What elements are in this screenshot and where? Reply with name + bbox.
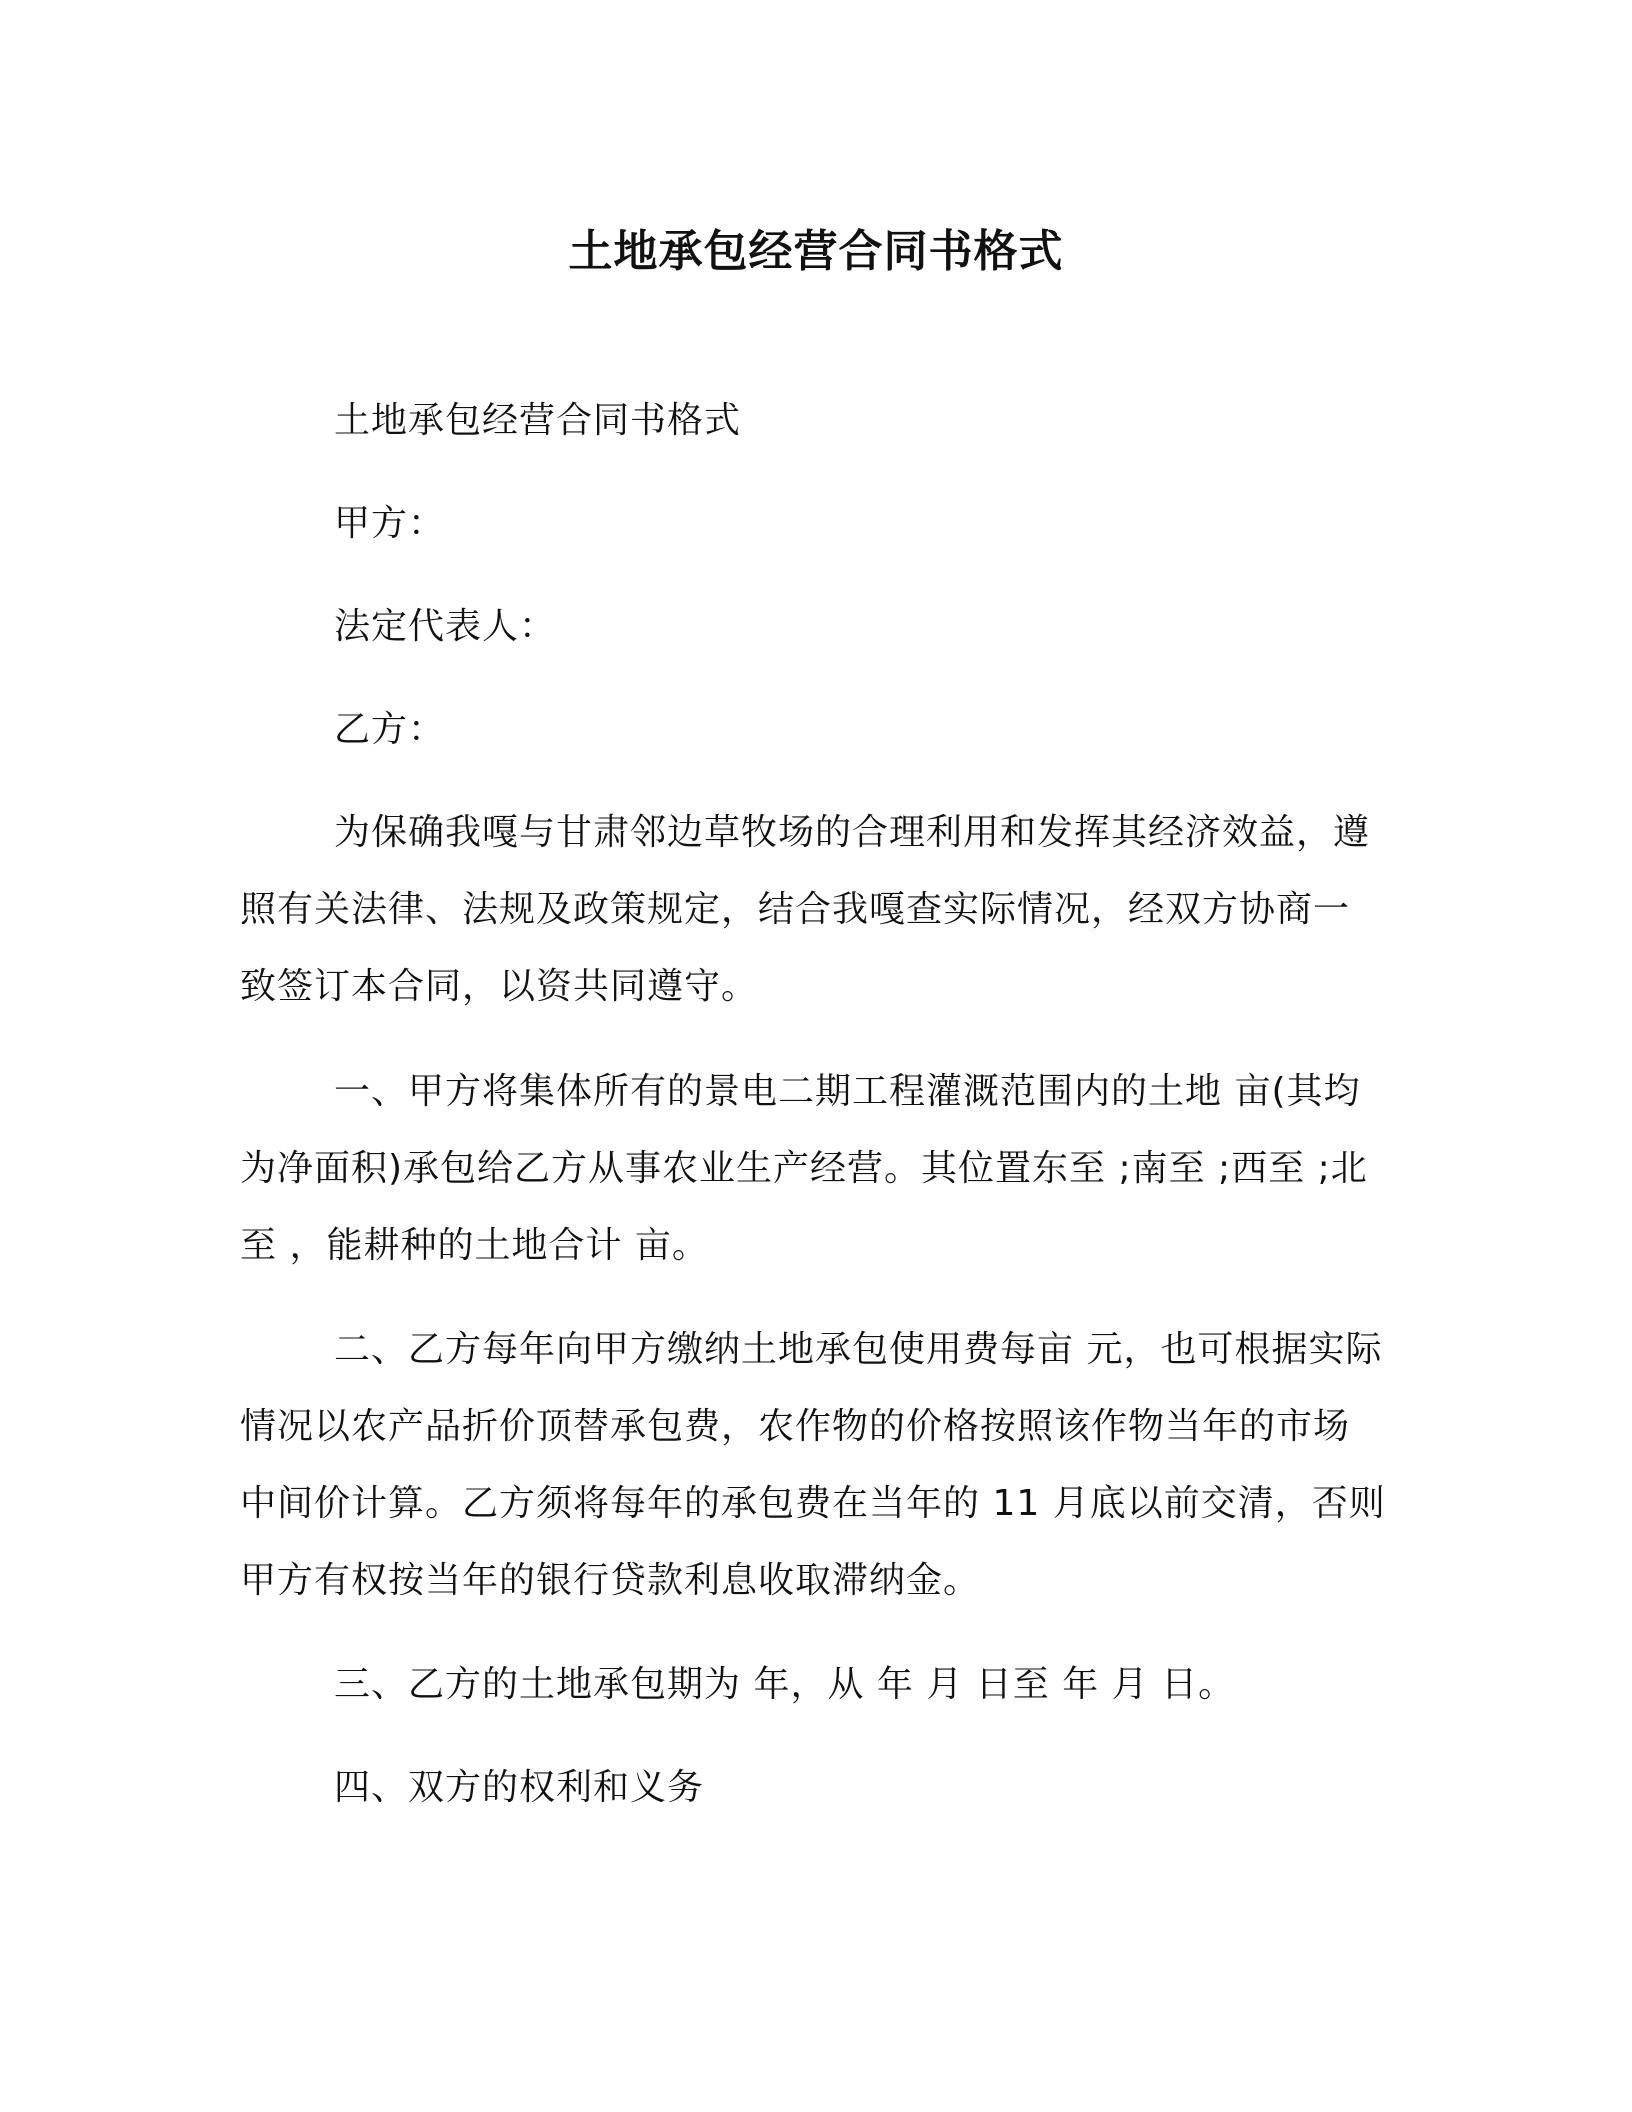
preamble-line: 照有关法律、法规及政策规定，结合我嘎查实际情况，经双方协商一 (240, 889, 1351, 930)
preamble-line: 为保确我嘎与甘肃邻边草牧场的合理利用和发挥其经济效益，遵 (334, 812, 1371, 853)
clause-2-line: 中间价计算。乙方须将每年的承包费在当年的 11 月底以前交清，否则 (240, 1483, 1386, 1524)
clause-2-line: 甲方有权按当年的银行贷款利息收取滞纳金。 (240, 1560, 981, 1601)
clause-2-line: 情况以农产品折价顶替承包费，农作物的价格按照该作物当年的市场 (240, 1406, 1351, 1447)
party-b-label: 乙方： (334, 709, 446, 750)
clause-2-line: 二、乙方每年向甲方缴纳土地承包使用费每亩 元，也可根据实际 (334, 1329, 1383, 1370)
clause-3-line: 三、乙方的土地承包期为 年，从 年 月 日至 年 月 日。 (334, 1664, 1236, 1705)
preamble-line: 致签订本合同，以资共同遵守。 (240, 966, 759, 1007)
party-a-label: 甲方： (334, 503, 446, 544)
legal-rep-label: 法定代表人： (334, 606, 557, 647)
document-title: 土地承包经营合同书格式 (568, 226, 1064, 277)
clause-1-line: 为净面积)承包给乙方从事农业生产经营。其位置东至 ;南至 ;西至 ;北 (240, 1148, 1368, 1189)
clause-1-line: 一、甲方将集体所有的景电二期工程灌溉范围内的土地 亩(其均 (334, 1071, 1361, 1112)
heading-repeat: 土地承包经营合同书格式 (334, 400, 742, 441)
clause-4-line: 四、双方的权利和义务 (334, 1767, 705, 1808)
clause-1-line: 至 ，能耕种的土地合计 亩。 (240, 1225, 709, 1266)
